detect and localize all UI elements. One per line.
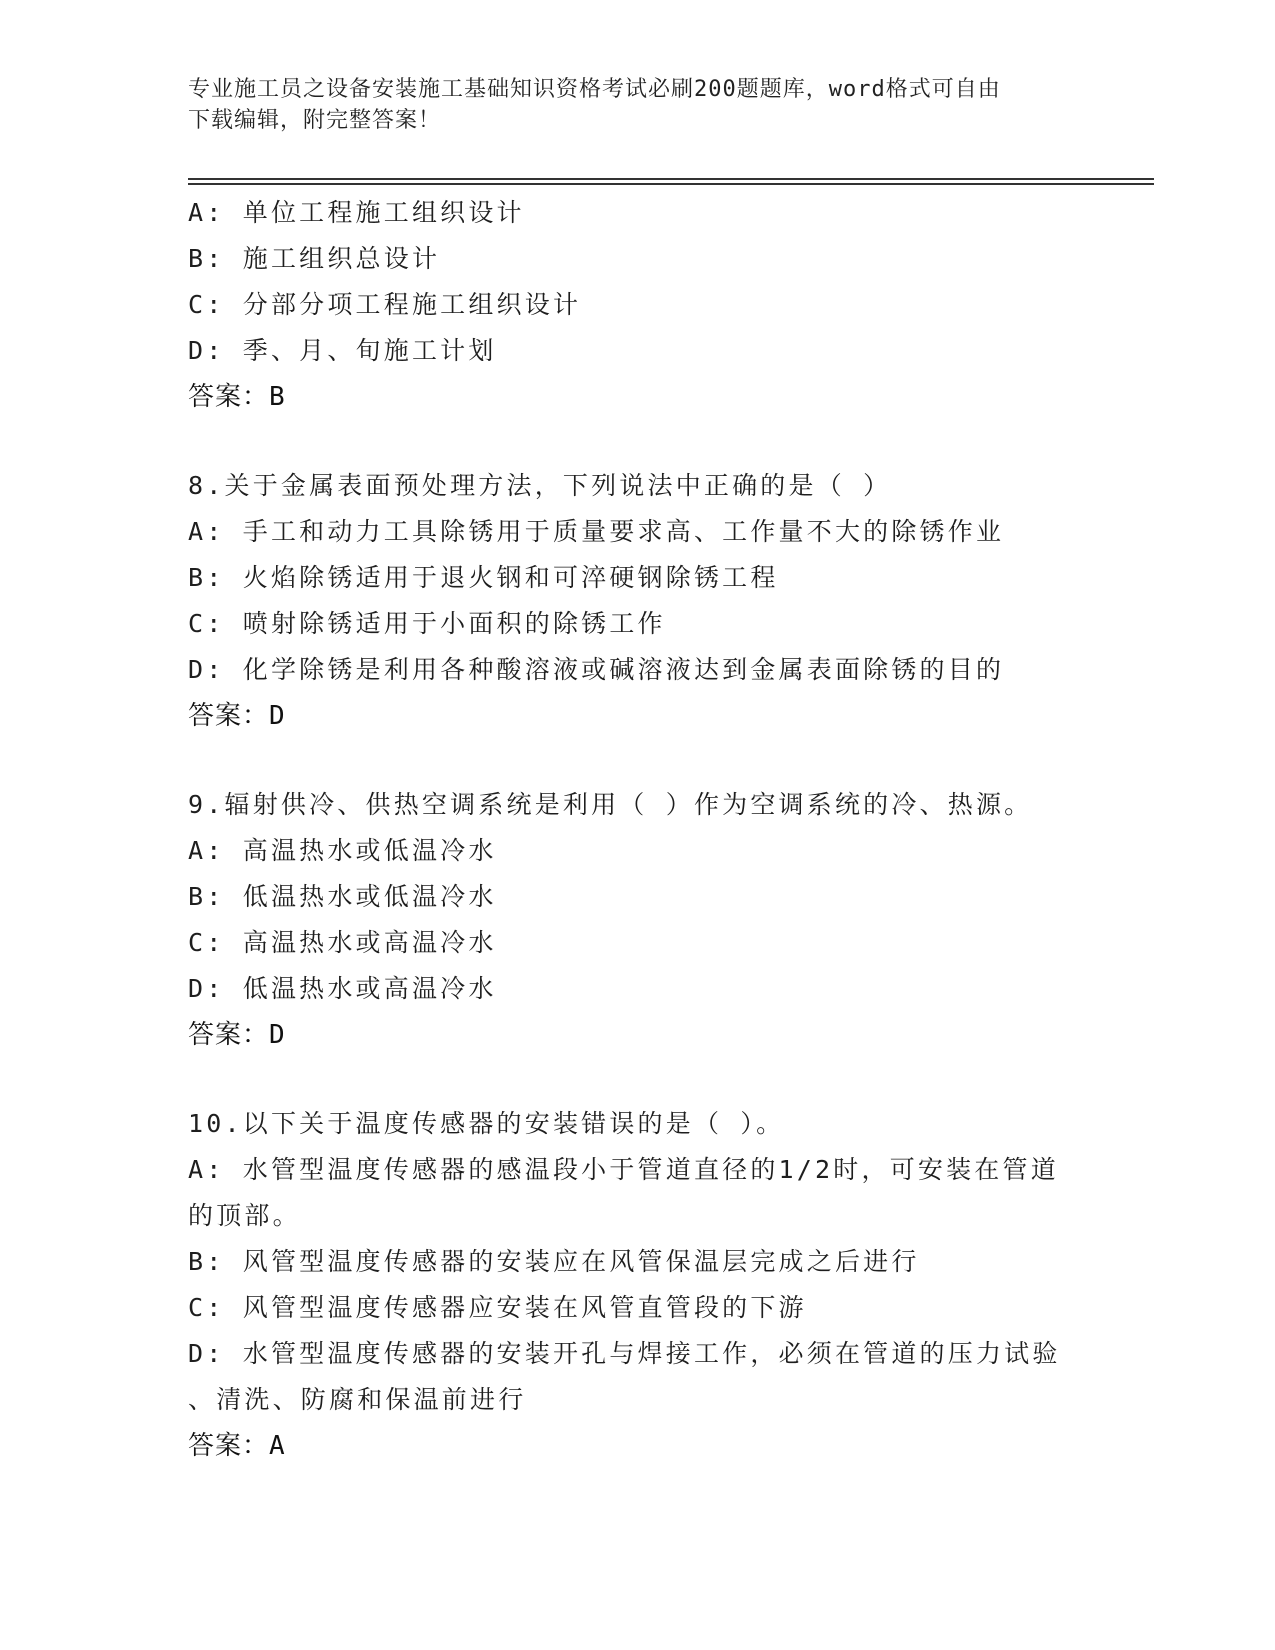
answer	[188, 1012, 1088, 1058]
option-d-continued: 、清洗、防腐和保温前进行	[188, 1385, 527, 1414]
option-b: B: 火焰除锈适用于退火钢和可淬硬钢除锈工程	[188, 563, 779, 592]
header-divider-top	[188, 178, 1154, 180]
answer-label: 答案：	[188, 1431, 270, 1461]
spacer	[188, 1058, 1088, 1101]
answer	[188, 374, 1088, 420]
question-text: 9.辐射供冷、供热空调系统是利用（ ）作为空调系统的冷、热源。	[188, 790, 1033, 819]
option-d: D: 化学除锈是利用各种酸溶液或碱溶液达到金属表面除锈的目的	[188, 655, 1005, 684]
option-d: D: 低温热水或高温冷水	[188, 974, 497, 1003]
option-a: A: 手工和动力工具除锈用于质量要求高、工作量不大的除锈作业	[188, 517, 1005, 546]
option-b: B: 风管型温度传感器的安装应在风管保温层完成之后进行	[188, 1247, 920, 1276]
header-line-1: 专业施工员之设备安装施工基础知识资格考试必刷200题题库，word格式可自由	[188, 77, 1001, 102]
answer-label: 答案：	[188, 382, 270, 412]
question-text: 8.关于金属表面预处理方法，下列说法中正确的是（ ）	[188, 471, 892, 500]
question-7	[188, 190, 1088, 420]
option-c: C: 风管型温度传感器应安装在风管直管段的下游	[188, 1293, 807, 1322]
answer-label: 答案：	[188, 701, 270, 731]
option-a-continued: 的顶部。	[188, 1201, 301, 1230]
option-d: D: 水管型温度传感器的安装开孔与焊接工作，必须在管道的压力试验	[188, 1339, 1061, 1368]
answer-key: D	[269, 701, 286, 731]
answer-key: D	[269, 1020, 286, 1050]
option-c: C: 分部分项工程施工组织设计	[188, 290, 582, 319]
answer-key: B	[269, 382, 286, 412]
spacer	[188, 739, 1088, 782]
answer-label: 答案：	[188, 1020, 270, 1050]
option-b: B: 低温热水或低温冷水	[188, 882, 497, 911]
option-c: C: 喷射除锈适用于小面积的除锈工作	[188, 609, 666, 638]
header-note	[188, 74, 1068, 136]
option-a: A: 高温热水或低温冷水	[188, 836, 497, 865]
option-a: A: 水管型温度传感器的感温段小于管道直径的1/2时，可安装在管道	[188, 1155, 1059, 1184]
answer	[188, 1423, 1088, 1469]
question-10	[188, 1101, 1088, 1469]
header-line-2: 下载编辑，附完整答案！	[188, 108, 442, 133]
option-a: A: 单位工程施工组织设计	[188, 198, 525, 227]
option-c: C: 高温热水或高温冷水	[188, 928, 497, 957]
question-text: 10.以下关于温度传感器的安装错误的是（ ）。	[188, 1109, 785, 1138]
spacer	[188, 420, 1088, 463]
option-d: D: 季、月、旬施工计划	[188, 336, 497, 365]
header-divider-bottom	[188, 183, 1154, 185]
answer	[188, 693, 1088, 739]
question-8	[188, 463, 1088, 739]
question-list	[188, 190, 1088, 1469]
question-9	[188, 782, 1088, 1058]
answer-key: A	[269, 1431, 286, 1461]
option-b: B: 施工组织总设计	[188, 244, 441, 273]
